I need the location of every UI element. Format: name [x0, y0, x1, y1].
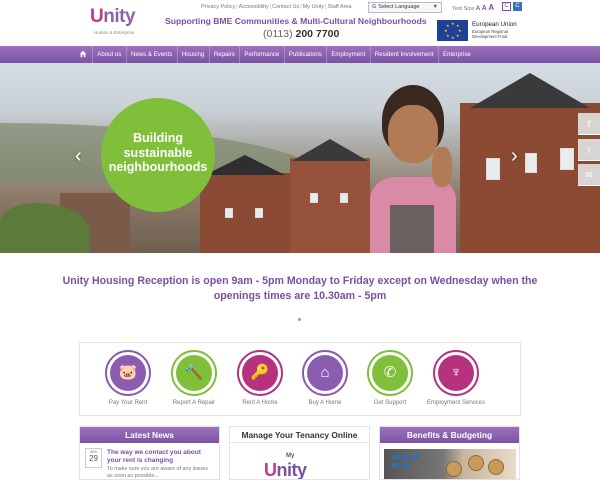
hero-roof [470, 73, 590, 108]
service-report-a-repair[interactable]: 🔨 Report A Repair [162, 350, 226, 406]
nav-home[interactable] [74, 46, 92, 63]
carousel-indicator[interactable] [298, 318, 301, 321]
house-icon: ⌂ [307, 355, 343, 391]
key-icon: 🔑 [242, 355, 278, 391]
carousel-prev-arrow[interactable]: ‹ [75, 145, 82, 167]
nav-employment[interactable]: Employment [326, 46, 369, 63]
hero-window [486, 158, 500, 180]
contrast-high-button[interactable]: C [513, 2, 522, 11]
facebook-icon[interactable]: f [578, 113, 600, 135]
toplink-contact[interactable]: Contact Us [272, 4, 300, 10]
language-select[interactable]: G Select Language ▼ [368, 2, 442, 13]
hero-window [525, 153, 537, 173]
text-size-large[interactable]: A [488, 3, 495, 12]
toplink-accessibility[interactable]: Accessibility [238, 4, 269, 10]
hammer-icon: 🔨 [176, 355, 212, 391]
service-pay-your-rent[interactable]: 🐷 Pay Your Rent [96, 350, 160, 406]
nav-enterprise[interactable]: Enterprise [438, 46, 475, 63]
eu-flag-icon: ★ ★ ★ ★ ★ ★ ★ ★ [437, 20, 468, 41]
toplink-my-unity[interactable]: My Unity [302, 4, 325, 10]
hero-window [225, 208, 233, 218]
site-tagline: Supporting BME Communities & Multi-Cultural Neighbourhoods [165, 16, 427, 26]
hero-carousel [0, 63, 600, 253]
hero-window [310, 193, 318, 203]
piggy-bank-icon: 🐷 [110, 355, 146, 391]
hero-slogan-circle: Building sustainable neighbourhoods [101, 98, 215, 212]
hero-girl-image [368, 85, 460, 253]
nav-performance[interactable]: Performance [239, 46, 283, 63]
nav-housing[interactable]: Housing [177, 46, 209, 63]
service-employment-services[interactable]: ♆ Employment Services [424, 350, 488, 406]
eu-subtitle: European Regional Development Fund [472, 29, 508, 39]
hero-roof [205, 155, 285, 175]
manage-tenancy-title: Manage Your Tenancy Online [230, 427, 369, 443]
text-size-medium[interactable]: A [481, 5, 487, 12]
twitter-icon[interactable]: t [578, 139, 600, 161]
hero-house [290, 158, 370, 253]
nav-news-events[interactable]: News & Events [126, 46, 177, 63]
chevron-down-icon: ▼ [432, 4, 438, 10]
toplink-staff-area[interactable]: Staff Area [327, 4, 352, 10]
quick-services [79, 342, 521, 416]
benefits-budgeting-panel[interactable] [379, 426, 520, 480]
home-icon [79, 50, 87, 58]
service-rent-a-home[interactable]: 🔑 Rent A Home [228, 350, 292, 406]
calculator-coins-image [384, 449, 516, 480]
text-size-control: Text Size A A A [452, 3, 495, 12]
news-item-text: To make sure you are aware of any issues as soon as possible... [107, 466, 208, 479]
latest-news-panel [79, 426, 220, 480]
hero-roof [292, 139, 368, 161]
reception-hours-notice: Unity Housing Reception is open 9am - 5pm Monday to Friday except on Wednesday when the openings times are 10.30am - 5pm [62, 275, 538, 302]
service-get-support[interactable]: ✆ Get Support [358, 350, 422, 406]
nav-about-us[interactable]: About us [92, 46, 126, 63]
main-nav [0, 46, 600, 63]
hero-window [255, 208, 263, 218]
service-buy-a-home[interactable]: ⌂ Buy A Home [293, 350, 357, 406]
text-size-small[interactable]: A [475, 6, 481, 12]
logo-wordmark: Unity [90, 6, 136, 27]
news-date: Jan 29 [85, 448, 102, 468]
tie-icon: ♆ [438, 355, 474, 391]
nav-resident-involvement[interactable]: Resident Involvement [370, 46, 438, 63]
site-header [0, 0, 600, 46]
hero-window [340, 193, 348, 203]
top-links: Privacy Policy|Accessibility|Contact Us|My Unity|Staff Area [201, 4, 352, 10]
news-item-title[interactable]: The way we contact you about your rent is changing [107, 449, 201, 464]
phone-icon: ✆ [372, 355, 408, 391]
phone-number: (0113) 200 7700 [263, 28, 340, 40]
eu-title: European Union [472, 21, 517, 28]
carousel-next-arrow[interactable]: › [511, 145, 518, 167]
latest-news-title: Latest News [80, 427, 219, 443]
google-icon: G [372, 4, 377, 10]
toplink-privacy[interactable]: Privacy Policy [201, 4, 236, 10]
email-icon[interactable]: ✉ [578, 164, 600, 186]
hero-window [560, 148, 574, 170]
nav-repairs[interactable]: Repairs [209, 46, 240, 63]
benefits-budgeting-title: Benefits & Budgeting [380, 427, 519, 443]
logo-subtitle: Homes & Enterprise [94, 30, 135, 35]
manage-tenancy-panel[interactable]: Manage Your Tenancy Online My Unity [229, 426, 370, 480]
nav-publications[interactable]: Publications [284, 46, 326, 63]
contrast-normal-button[interactable]: C [502, 2, 511, 11]
unity-logo[interactable] [88, 6, 138, 40]
hero-house [200, 173, 290, 253]
